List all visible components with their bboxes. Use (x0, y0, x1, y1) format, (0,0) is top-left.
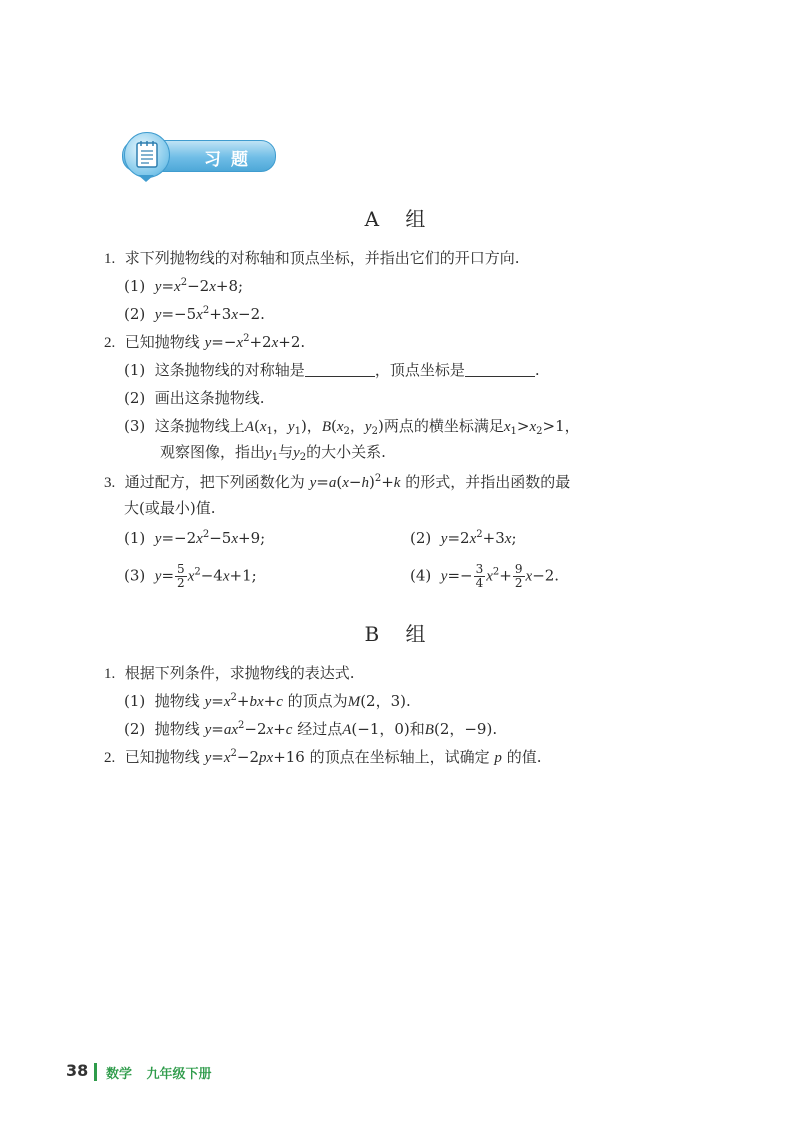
q-b1-part2: (2) 抛物线 $y=ax^2-2x+c$ 经过点A(−1，0)和B(2，−9). (124, 720, 498, 738)
q-a3-part4: (4) y=− $\frac{3}{4}$ $x^2+$ $\frac{9}{2}$ x−2. (410, 562, 560, 590)
q-a2: 2. 已知抛物线 $y=-x^2+2x+2$. (104, 333, 306, 351)
q-a1-part1: (1) $y=x^2-2x+8$; (124, 277, 244, 295)
q-b1: 1. 根据下列条件，求抛物线的表达式. (104, 664, 355, 682)
notepad-icon (135, 140, 159, 168)
q-a1-part2: (2) $y=-5x^2+3x-2$. (124, 305, 265, 323)
footer-divider (94, 1063, 97, 1081)
q-a3-line2: 大(或最小)值. (124, 499, 216, 517)
badge-arrow-icon (138, 175, 154, 182)
q-a3-part2: (2) $y=2x^2+3x$; (410, 529, 517, 547)
answer-blank-vertex[interactable] (465, 362, 535, 377)
section-title: 习题 (204, 150, 258, 170)
fraction: $\frac{3}{4}$ (475, 562, 484, 590)
q-a3: 3. 通过配方，把下列函数化为 $y=a(x-h)^2+k$ 的形式，并指出函数的最 (104, 473, 571, 491)
section-badge (104, 128, 276, 184)
fraction: $\frac{5}{2}$ (177, 562, 185, 590)
page-number: 38 (66, 1061, 89, 1080)
q-b2: 2. 已知抛物线 $y=x^2-2px+16$ 的顶点在坐标轴上，试确定 p 的值. (104, 748, 542, 766)
fraction: $\frac{9}{2}$ (514, 562, 523, 590)
answer-blank-axis[interactable] (305, 362, 375, 377)
group-b-title: B 组 (364, 622, 436, 646)
q-a2-part3-line2: 观察图像，指出$y_1$与$y_2$的大小关系. (160, 443, 386, 463)
q-a2-part1: (1) 这条抛物线的对称轴是 ，顶点坐标是 . (124, 361, 540, 379)
q-b1-part1: (1) 抛物线 $y=x^2+bx+c$ 的顶点为M(2，3). (124, 692, 411, 710)
q-a2-part2: (2) 画出这条抛物线. (124, 389, 265, 407)
q-a1: 1. 求下列抛物线的对称轴和顶点坐标，并指出它们的开口方向. (104, 249, 520, 267)
q-a3-part3: (3) y= $\frac{5}{2}$ $x^2-4x+1$; (124, 562, 257, 590)
q-a3-part1: (1) $y=-2x^2-5x+9$; (124, 529, 266, 547)
book-title: 数学 九年级下册 (106, 1067, 212, 1082)
q-a2-part3: (3) 这条抛物线上$A(x_1$，$y_1$)，$B(x_2$，$y_2$)两点的横坐标满足$x_1>x_2>1$， (124, 417, 580, 437)
group-a-title: A 组 (364, 207, 436, 231)
